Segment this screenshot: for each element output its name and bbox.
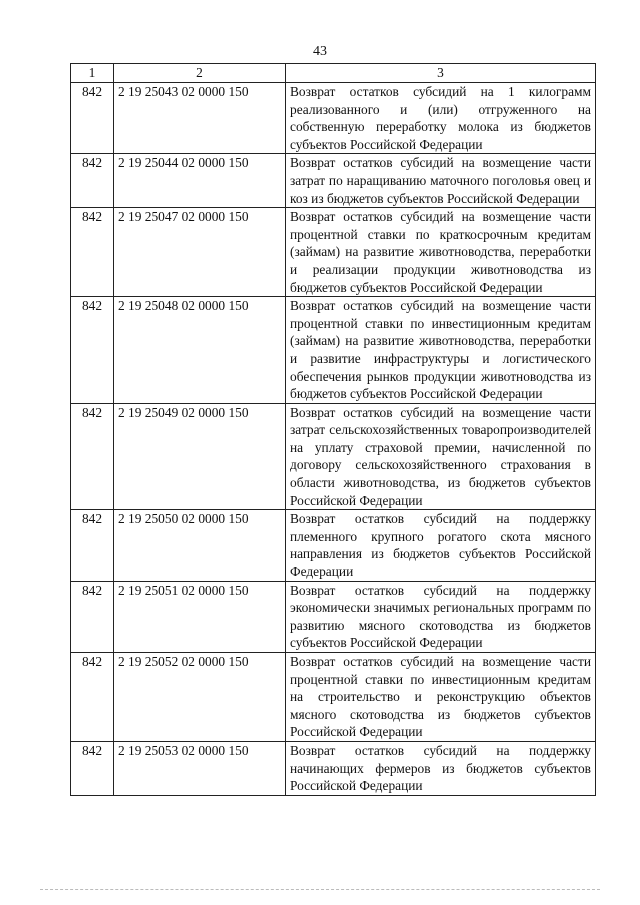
revenue-code-cell: 2 19 25048 02 0000 150 — [114, 297, 286, 404]
description-cell: Возврат остатков субсидий на возмещение части процентной ставки по краткосрочным кредитам (займам) на развитие животноводства, переработки и реализации продукции животноводства из бюджетов субъектов Российской Федерации — [286, 208, 596, 297]
revenue-code-cell: 2 19 25043 02 0000 150 — [114, 83, 286, 154]
admin-code-cell: 842 — [71, 297, 114, 404]
table-row — [71, 653, 596, 742]
budget-codes-table — [70, 63, 596, 796]
revenue-code-cell: 2 19 25051 02 0000 150 — [114, 581, 286, 652]
admin-code-cell: 842 — [71, 83, 114, 154]
revenue-code-cell: 2 19 25052 02 0000 150 — [114, 653, 286, 742]
admin-code-cell: 842 — [71, 154, 114, 208]
admin-code-cell: 842 — [71, 208, 114, 297]
description-cell: Возврат остатков субсидий на 1 килограмм реализованного и (или) отгруженного на собственную переработку молока из бюджетов субъектов Российской Федерации — [286, 83, 596, 154]
table-row — [71, 581, 596, 652]
admin-code-cell: 842 — [71, 581, 114, 652]
revenue-code-cell: 2 19 25050 02 0000 150 — [114, 510, 286, 581]
table-row — [71, 208, 596, 297]
description-cell: Возврат остатков субсидий на возмещение части затрат по наращиванию маточного поголовья овец и коз из бюджетов субъектов Российской Федерации — [286, 154, 596, 208]
table-row — [71, 154, 596, 208]
revenue-code-cell: 2 19 25047 02 0000 150 — [114, 208, 286, 297]
revenue-code-cell: 2 19 25053 02 0000 150 — [114, 741, 286, 795]
column-header-2: 2 — [114, 64, 286, 83]
description-cell: Возврат остатков субсидий на возмещение части затрат сельскохозяйственных товаропроизводителей на уплату страховой премии, начисленной по договору сельскохозяйственного страхования в области животноводства, из бюджетов субъектов Российской Федерации — [286, 403, 596, 510]
page-number: 43 — [313, 44, 327, 59]
table-row — [71, 510, 596, 581]
table-row — [71, 403, 596, 510]
admin-code-cell: 842 — [71, 741, 114, 795]
description-cell: Возврат остатков субсидий на возмещение части процентной ставки по инвестиционным кредитам (займам) на развитие животноводства, переработки и развитие инфраструктуры и логистического обеспечения рынков продукции животноводства из бюджетов субъектов Российской Федерации — [286, 297, 596, 404]
admin-code-cell: 842 — [71, 510, 114, 581]
admin-code-cell: 842 — [71, 653, 114, 742]
description-cell: Возврат остатков субсидий на возмещение части процентной ставки по инвестиционным кредитам на строительство и реконструкцию объектов мясного скотоводства из бюджетов субъектов Российской Федерации — [286, 653, 596, 742]
table-header-row — [71, 64, 596, 83]
revenue-code-cell: 2 19 25049 02 0000 150 — [114, 403, 286, 510]
scan-artifact-line — [40, 889, 600, 891]
description-cell: Возврат остатков субсидий на поддержку начинающих фермеров из бюджетов субъектов Российской Федерации — [286, 741, 596, 795]
description-cell: Возврат остатков субсидий на поддержку экономически значимых региональных программ по развитию мясного скотоводства из бюджетов субъектов Российской Федерации — [286, 581, 596, 652]
column-header-1: 1 — [71, 64, 114, 83]
column-header-3: 3 — [286, 64, 596, 83]
table-row — [71, 83, 596, 154]
revenue-code-cell: 2 19 25044 02 0000 150 — [114, 154, 286, 208]
description-cell: Возврат остатков субсидий на поддержку племенного крупного рогатого скота мясного направления из бюджетов субъектов Российской Федерации — [286, 510, 596, 581]
table-row — [71, 741, 596, 795]
table-row — [71, 297, 596, 404]
admin-code-cell: 842 — [71, 403, 114, 510]
